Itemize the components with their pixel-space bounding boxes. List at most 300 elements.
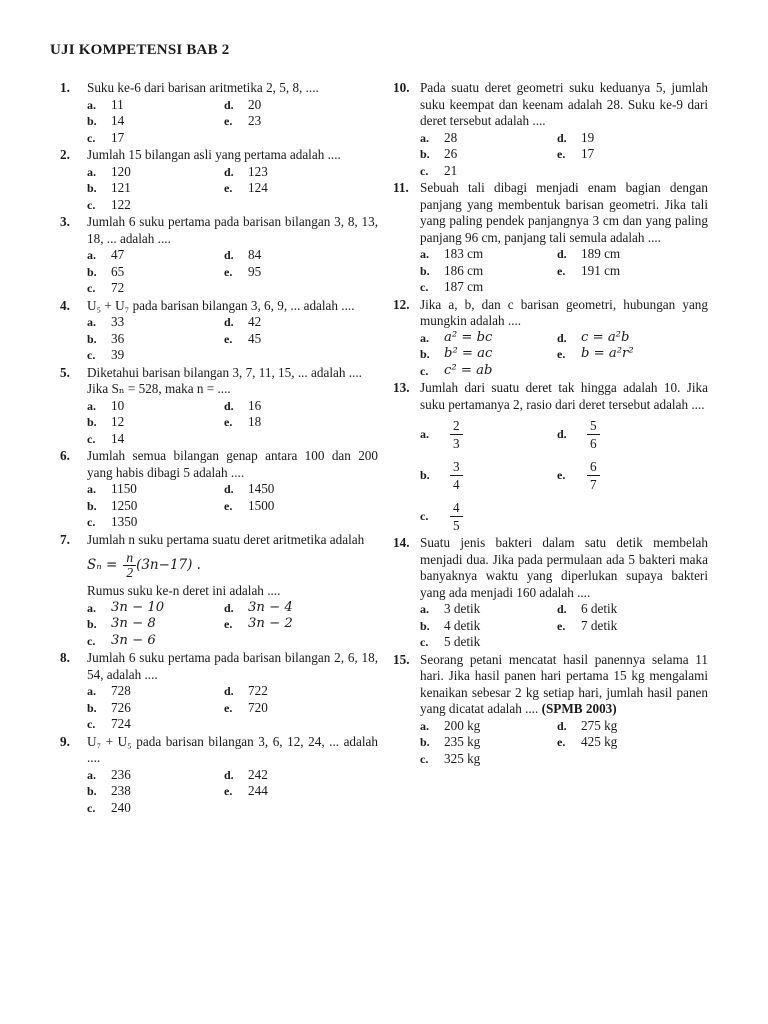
option-letter: a. xyxy=(420,330,429,345)
option-letter: b. xyxy=(420,735,430,749)
option-c[interactable] xyxy=(420,499,557,534)
formula-fraction xyxy=(123,551,136,580)
option-letter: b. xyxy=(87,700,97,715)
option-letter: a. xyxy=(87,482,96,496)
option-letter: c. xyxy=(87,515,96,529)
question-number: 5. xyxy=(60,364,70,380)
question-number: 11. xyxy=(393,180,409,195)
formula-lhs: Sₙ = xyxy=(87,557,118,574)
option-letter: c. xyxy=(420,635,429,649)
option-c[interactable] xyxy=(87,431,224,448)
option-value: 722 xyxy=(248,683,268,698)
option-value: 728 xyxy=(111,683,131,698)
option-d[interactable] xyxy=(557,417,708,452)
question-3 xyxy=(60,214,378,297)
question-10 xyxy=(393,80,708,179)
option-value: 200 kg xyxy=(444,717,481,733)
option-letter: d. xyxy=(224,315,234,329)
option-fraction xyxy=(450,499,463,534)
option-b[interactable] xyxy=(87,264,224,281)
question-number: 7. xyxy=(60,531,70,547)
option-a[interactable] xyxy=(420,417,557,452)
option-c[interactable] xyxy=(420,163,557,180)
option-value: 1500 xyxy=(248,497,275,513)
option-value: 242 xyxy=(248,766,268,782)
option-d[interactable] xyxy=(557,718,708,735)
option-b[interactable] xyxy=(87,414,224,431)
option-value: 240 xyxy=(111,799,131,815)
option-d[interactable] xyxy=(557,330,708,347)
option-letter: a. xyxy=(420,602,429,616)
option-value: 121 xyxy=(111,180,131,195)
option-c[interactable] xyxy=(420,634,557,651)
option-c[interactable] xyxy=(87,347,224,364)
option-a[interactable] xyxy=(87,398,224,415)
option-letter: a. xyxy=(87,767,96,782)
option-value: 186 cm xyxy=(444,262,484,278)
option-value: 244 xyxy=(248,783,268,798)
option-letter: b. xyxy=(420,347,430,361)
option-e[interactable] xyxy=(557,734,708,751)
option-letter: c. xyxy=(87,800,96,815)
option-value: 5 detik xyxy=(444,634,481,649)
question-text xyxy=(87,365,378,398)
option-d[interactable] xyxy=(224,600,378,617)
option-a[interactable] xyxy=(87,683,224,700)
question-7 xyxy=(60,532,378,650)
question-number: 8. xyxy=(60,650,70,665)
option-value: 3n − 4 xyxy=(248,599,293,615)
option-letter: c. xyxy=(420,363,429,378)
option-letter: d. xyxy=(557,330,567,345)
question-text-line: Rumus suku ke-n deret ini adalah .... xyxy=(87,583,281,598)
question-text: Suku ke-6 dari barisan aritmetika 2, 5, 8, .... xyxy=(87,80,319,95)
option-letter: c. xyxy=(87,431,96,446)
fraction-denominator: 3 xyxy=(453,436,460,451)
option-letter: e. xyxy=(557,735,566,749)
options xyxy=(393,718,708,768)
option-letter: b. xyxy=(420,618,430,633)
option-value: 1350 xyxy=(111,514,138,529)
option-value: b = a²r² xyxy=(581,346,634,361)
option-value: 120 xyxy=(111,163,131,179)
option-letter: d. xyxy=(557,247,567,261)
question-text: Jika a, b, dan c barisan geometri, hubungan yang mungkin adalah .... xyxy=(420,296,708,328)
option-value: 275 kg xyxy=(581,717,618,733)
fraction-denominator: 6 xyxy=(590,436,597,451)
option-letter: b. xyxy=(87,331,97,346)
option-d[interactable] xyxy=(224,97,378,114)
question-text: U₅ + U₇ pada barisan bilangan 3, 6, 9, ... adalah .... xyxy=(87,297,355,313)
option-a[interactable] xyxy=(87,767,224,784)
question-text xyxy=(87,532,378,600)
option-value: 189 cm xyxy=(581,246,621,261)
question-11 xyxy=(393,180,708,296)
fraction-numerator: 4 xyxy=(450,499,463,517)
option-a[interactable] xyxy=(420,601,557,618)
option-letter: e. xyxy=(224,784,233,798)
option-value: 3n − 6 xyxy=(111,632,156,648)
option-e[interactable] xyxy=(557,263,708,280)
formula-rhs: (3n−17) . xyxy=(136,557,201,574)
option-letter: b. xyxy=(87,498,97,513)
option-e[interactable] xyxy=(224,783,378,800)
option-value: 124 xyxy=(248,180,268,195)
option-value: 7 detik xyxy=(581,617,618,633)
option-letter: e. xyxy=(224,617,233,631)
option-letter: d. xyxy=(224,767,234,782)
question-number: 14. xyxy=(393,535,410,550)
option-value: 425 kg xyxy=(581,734,618,749)
question-1 xyxy=(60,80,378,146)
options xyxy=(393,130,708,180)
option-b[interactable] xyxy=(87,331,224,348)
fraction-numerator: 6 xyxy=(587,458,600,476)
option-value: 72 xyxy=(111,280,125,295)
option-d[interactable] xyxy=(224,481,378,498)
option-c[interactable] xyxy=(87,130,224,147)
option-letter: c. xyxy=(87,348,96,362)
option-value: 235 kg xyxy=(444,734,481,749)
option-value: 3 detik xyxy=(444,601,481,616)
option-value: 191 cm xyxy=(581,262,621,278)
page-title: UJI KOMPETENSI BAB 2 xyxy=(50,42,230,58)
option-value: 10 xyxy=(111,397,125,413)
option-letter: c. xyxy=(87,633,96,648)
fraction-denominator: 5 xyxy=(453,518,460,533)
option-value: 3n − 10 xyxy=(111,599,165,615)
option-value: 1150 xyxy=(111,481,137,496)
option-letter: a. xyxy=(87,315,96,329)
option-c[interactable] xyxy=(420,279,557,296)
option-d[interactable] xyxy=(224,398,378,415)
option-value: 238 xyxy=(111,783,131,798)
question-text: Jumlah semua bilangan genap antara 100 dan 200 yang habis dibagi 5 adalah .... xyxy=(87,448,378,480)
option-letter: a. xyxy=(87,164,96,179)
question-text-line: Jumlah n suku pertama suatu deret aritmetika adalah xyxy=(87,531,365,547)
option-b[interactable] xyxy=(420,346,557,363)
option-letter: b. xyxy=(87,181,97,195)
option-letter: e. xyxy=(557,618,566,633)
option-c[interactable] xyxy=(420,363,557,380)
question-number: 6. xyxy=(60,448,70,463)
question-2 xyxy=(60,147,378,213)
option-b[interactable] xyxy=(420,734,557,751)
fraction-denominator: 4 xyxy=(453,477,460,492)
option-letter: a. xyxy=(87,684,96,698)
question-13 xyxy=(393,380,708,534)
option-letter: d. xyxy=(224,398,234,413)
option-value: 95 xyxy=(248,263,262,279)
option-letter: e. xyxy=(224,700,233,715)
option-d[interactable] xyxy=(557,601,708,618)
option-letter: e. xyxy=(224,264,233,279)
option-letter: c. xyxy=(87,130,96,145)
option-value: 47 xyxy=(111,247,125,262)
option-b[interactable] xyxy=(420,263,557,280)
option-e[interactable] xyxy=(224,113,378,130)
option-letter: b. xyxy=(420,147,430,161)
option-value: 12 xyxy=(111,414,125,429)
option-letter: a. xyxy=(87,600,96,615)
option-letter: b. xyxy=(420,263,430,278)
option-letter: e. xyxy=(224,181,233,195)
sum-formula xyxy=(87,551,378,580)
option-e[interactable] xyxy=(557,618,708,635)
option-e[interactable] xyxy=(224,616,378,633)
option-value: 84 xyxy=(248,247,262,262)
question-number: 13. xyxy=(393,380,410,395)
option-value: 236 xyxy=(111,766,131,782)
option-value: 14 xyxy=(111,113,125,128)
option-e[interactable] xyxy=(224,331,378,348)
option-value: 33 xyxy=(111,314,125,329)
question-4 xyxy=(60,298,378,364)
option-value: 3n − 2 xyxy=(248,616,293,631)
option-value: 11 xyxy=(111,96,124,112)
option-value: 26 xyxy=(444,146,458,161)
option-d[interactable] xyxy=(224,164,378,181)
option-b[interactable] xyxy=(87,616,224,633)
question-text: Jumlah 15 bilangan asli yang pertama adalah .... xyxy=(87,147,341,162)
option-letter: d. xyxy=(557,130,567,145)
option-value: 6 detik xyxy=(581,601,618,616)
option-d[interactable] xyxy=(224,767,378,784)
option-value: 65 xyxy=(111,263,125,279)
option-letter: d. xyxy=(557,718,567,733)
question-text: Jumlah 6 suku pertama pada barisan bilangan 3, 8, 13, 18, ... adalah .... xyxy=(87,214,378,246)
question-15 xyxy=(393,652,708,768)
options xyxy=(60,247,378,297)
option-b[interactable] xyxy=(87,700,224,717)
option-value: 14 xyxy=(111,430,125,446)
option-d[interactable] xyxy=(224,314,378,331)
option-e[interactable] xyxy=(224,700,378,717)
option-value: 4 detik xyxy=(444,617,481,633)
option-letter: d. xyxy=(557,427,567,441)
option-value: 3n − 8 xyxy=(111,616,156,631)
options xyxy=(60,314,378,364)
question-12 xyxy=(393,297,708,380)
option-d[interactable] xyxy=(224,683,378,700)
option-letter: d. xyxy=(224,684,234,698)
option-c[interactable] xyxy=(87,280,224,297)
question-text: Suatu jenis bakteri dalam satu detik membelah menjadi dua. Jika pada permulaan ada 5 bakteri maka banyaknya waktu yang diperlukan supaya bakteri yang ada menjadi 160 adalah .... xyxy=(420,535,708,600)
option-letter: e. xyxy=(557,347,566,361)
option-fraction xyxy=(450,458,463,493)
option-letter: d. xyxy=(224,248,234,262)
option-a[interactable] xyxy=(87,481,224,498)
options xyxy=(60,600,378,650)
option-letter: d. xyxy=(224,482,234,496)
question-5 xyxy=(60,365,378,448)
question-number: 4. xyxy=(60,297,70,313)
options xyxy=(60,767,378,817)
question-text xyxy=(420,652,708,718)
option-value: 724 xyxy=(111,716,131,731)
option-letter: c. xyxy=(420,751,429,766)
option-letter: b. xyxy=(420,468,430,482)
option-letter: a. xyxy=(87,248,96,262)
option-value: 42 xyxy=(248,314,262,329)
option-letter: b. xyxy=(87,784,97,798)
option-e[interactable] xyxy=(224,498,378,515)
question-number: 9. xyxy=(60,733,70,749)
option-letter: b. xyxy=(87,617,97,631)
option-letter: a. xyxy=(420,130,429,145)
question-number: 1. xyxy=(60,80,70,95)
option-value: 183 cm xyxy=(444,246,484,261)
option-value: 17 xyxy=(581,146,595,161)
question-text-body: Seorang petani mencatat hasil panennya selama 11 hari. Jika hasil panen hari pertama 15 kg mengalami kenaikan sebesar 2 kg setiap hari, jumlah hasil panen yang dicatat adalah .... xyxy=(420,651,708,716)
option-a[interactable] xyxy=(87,314,224,331)
option-b[interactable] xyxy=(420,146,557,163)
option-letter: e. xyxy=(224,331,233,346)
option-letter: d. xyxy=(224,164,234,179)
option-letter: e. xyxy=(557,263,566,278)
option-e[interactable] xyxy=(224,264,378,281)
option-fraction xyxy=(587,458,600,493)
option-a[interactable] xyxy=(420,718,557,735)
option-fraction xyxy=(450,417,463,452)
option-d[interactable] xyxy=(224,247,378,264)
question-number: 3. xyxy=(60,214,70,229)
option-a[interactable] xyxy=(420,330,557,347)
fraction-numerator: 3 xyxy=(450,458,463,476)
option-a[interactable] xyxy=(87,600,224,617)
options xyxy=(393,417,708,534)
options xyxy=(393,330,708,380)
option-letter: e. xyxy=(557,468,566,482)
question-14 xyxy=(393,535,708,651)
option-a[interactable] xyxy=(87,97,224,114)
option-b[interactable] xyxy=(87,180,224,197)
option-value: 122 xyxy=(111,196,131,212)
option-value: b² = ac xyxy=(444,346,493,361)
option-c[interactable] xyxy=(87,716,224,733)
option-b[interactable] xyxy=(87,783,224,800)
option-b[interactable] xyxy=(87,113,224,130)
option-e[interactable] xyxy=(557,458,708,493)
option-c[interactable] xyxy=(87,800,224,817)
option-a[interactable] xyxy=(420,246,557,263)
fraction-denominator: 2 xyxy=(126,565,134,580)
option-letter: c. xyxy=(420,509,429,523)
fraction-numerator: 2 xyxy=(450,417,463,435)
options xyxy=(60,683,378,733)
option-b[interactable] xyxy=(420,458,557,493)
options xyxy=(60,164,378,214)
option-letter: c. xyxy=(87,197,96,212)
option-e[interactable] xyxy=(557,346,708,363)
right-column xyxy=(393,80,708,768)
option-letter: b. xyxy=(87,114,97,128)
question-number: 10. xyxy=(393,80,410,95)
option-value: c = a²b xyxy=(581,329,630,345)
option-value: a² = bc xyxy=(444,329,493,345)
options xyxy=(60,398,378,448)
option-letter: a. xyxy=(420,718,429,733)
option-letter: a. xyxy=(87,398,96,413)
option-letter: c. xyxy=(87,717,96,731)
option-letter: d. xyxy=(557,602,567,616)
option-letter: e. xyxy=(224,498,233,513)
option-d[interactable] xyxy=(557,130,708,147)
options xyxy=(60,97,378,147)
question-text: Sebuah tali dibagi menjadi enam bagian dengan panjang yang membentuk barisan geometri. Jika tali yang paling pendek panjangnya 3 cm dan yang paling panjang 96 cm, panjang tali semula adalah .... xyxy=(420,180,708,245)
option-letter: d. xyxy=(224,600,234,615)
option-letter: a. xyxy=(87,97,96,112)
question-number: 2. xyxy=(60,147,70,162)
option-c[interactable] xyxy=(87,197,224,214)
option-b[interactable] xyxy=(420,618,557,635)
option-value: 36 xyxy=(111,330,125,346)
option-value: 726 xyxy=(111,699,131,715)
option-value: 20 xyxy=(248,96,262,112)
question-number: 12. xyxy=(393,296,410,312)
option-c[interactable] xyxy=(420,751,557,768)
option-letter: e. xyxy=(224,415,233,429)
options xyxy=(393,246,708,296)
option-value: 39 xyxy=(111,347,125,362)
option-a[interactable] xyxy=(87,164,224,181)
question-9 xyxy=(60,734,378,817)
option-a[interactable] xyxy=(420,130,557,147)
option-e[interactable] xyxy=(224,414,378,431)
option-c[interactable] xyxy=(87,633,224,650)
question-6 xyxy=(60,448,378,531)
fraction-numerator: 5 xyxy=(587,417,600,435)
option-value: 1250 xyxy=(111,497,138,513)
question-text: Pada suatu deret geometri suku keduanya 5, jumlah suku keempat dan keenam adalah 28. Suku ke-9 dari deret tersebut adalah .... xyxy=(420,80,708,128)
option-e[interactable] xyxy=(224,180,378,197)
question-number: 15. xyxy=(393,651,410,667)
option-value: 187 cm xyxy=(444,279,484,294)
option-e[interactable] xyxy=(557,146,708,163)
question-text: Jumlah 6 suku pertama pada barisan bilangan 2, 6, 18, 54, adalah .... xyxy=(87,650,378,682)
option-value: 325 kg xyxy=(444,750,481,766)
option-letter: b. xyxy=(87,264,97,279)
option-value: 1450 xyxy=(248,481,275,496)
option-letter: c. xyxy=(87,281,96,295)
option-letter: d. xyxy=(224,97,234,112)
question-source: (SPMB 2003) xyxy=(541,701,617,716)
option-letter: c. xyxy=(420,163,429,178)
option-letter: c. xyxy=(420,280,429,294)
option-c[interactable] xyxy=(87,514,224,531)
option-value: 17 xyxy=(111,129,125,145)
option-value: 19 xyxy=(581,129,595,145)
options xyxy=(393,601,708,651)
option-value: 18 xyxy=(248,414,262,429)
option-value: 720 xyxy=(248,699,268,715)
option-value: 28 xyxy=(444,129,458,145)
option-b[interactable] xyxy=(87,498,224,515)
option-letter: a. xyxy=(420,427,429,441)
options xyxy=(60,481,378,531)
fraction-numerator: n xyxy=(123,551,136,566)
option-letter: e. xyxy=(224,114,233,128)
left-column xyxy=(60,80,378,817)
option-d[interactable] xyxy=(557,246,708,263)
question-text-line: Jika Sₙ = 528, maka n = .... xyxy=(87,381,231,396)
option-fraction xyxy=(587,417,600,452)
option-value: 16 xyxy=(248,397,262,413)
option-value: c² = ab xyxy=(444,362,493,378)
option-value: 21 xyxy=(444,162,458,178)
option-letter: a. xyxy=(420,247,429,261)
option-a[interactable] xyxy=(87,247,224,264)
